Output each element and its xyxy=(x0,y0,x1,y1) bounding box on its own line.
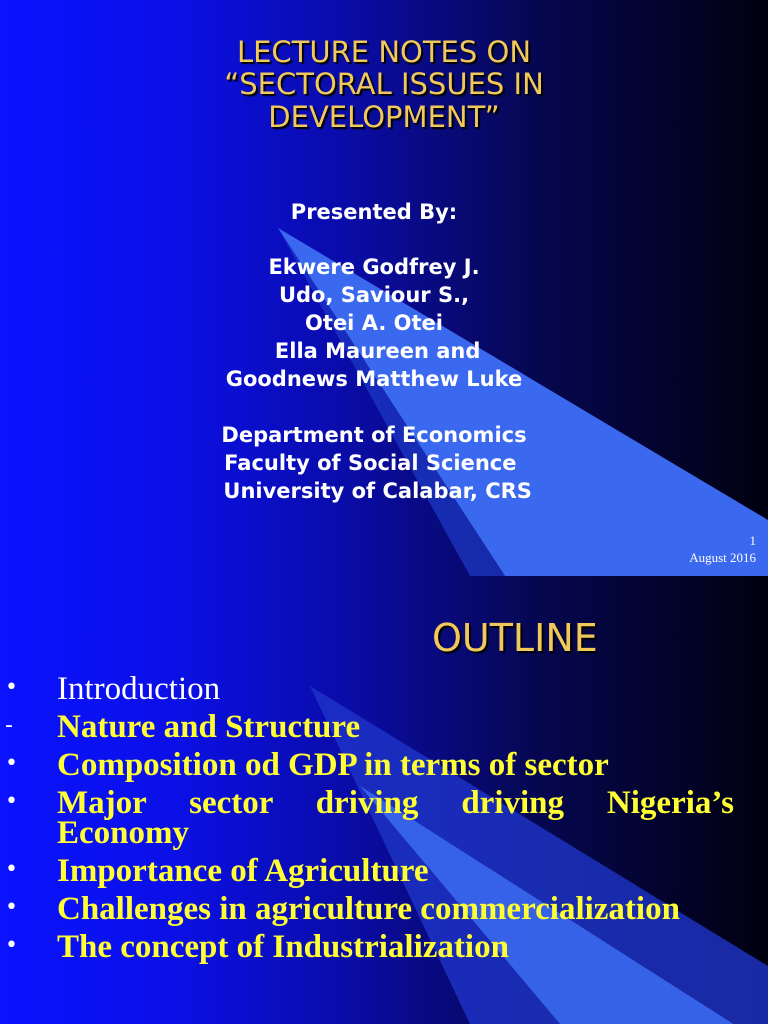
list-item xyxy=(0,747,768,783)
page-number: 1 xyxy=(749,533,756,548)
list-item xyxy=(0,853,768,889)
title-line-3: DEVELOPMENT” xyxy=(268,99,500,134)
list-item xyxy=(0,785,768,851)
list-item xyxy=(0,709,768,745)
outline-heading: OUTLINE xyxy=(432,616,598,660)
presented-by-label: Presented By: xyxy=(290,200,458,224)
list-item xyxy=(0,891,768,927)
bullet-icon: • xyxy=(5,857,18,882)
slide-footer xyxy=(689,532,756,566)
bullet-icon: • xyxy=(5,933,18,958)
bullet-icon: • xyxy=(5,789,18,814)
department-info: Department of Economics Faculty of Social Science University of Calabar, CRS xyxy=(221,423,532,503)
outline-item-text: Nature and Structure xyxy=(57,709,361,745)
outline-item-text: Introduction xyxy=(57,671,221,707)
bullet-icon: • xyxy=(5,751,18,776)
author-list: Ekwere Godfrey J. Udo, Saviour S., Otei A. Otei Ella Maureen and Goodnews Matthew Luke xyxy=(225,255,523,391)
bullet-icon: • xyxy=(5,895,18,920)
list-item xyxy=(0,929,768,965)
title-line-2: “SECTORAL ISSUES IN xyxy=(224,67,544,102)
outline-item-text: Importance of Agriculture xyxy=(57,853,429,889)
title-line-1: LECTURE NOTES ON xyxy=(236,35,532,69)
outline-list xyxy=(0,671,768,970)
outline-slide xyxy=(0,576,768,1024)
outline-item-text: The concept of Industrialization xyxy=(57,929,509,965)
list-item xyxy=(0,671,768,707)
slide-date: August 2016 xyxy=(689,550,756,565)
dash-icon: - xyxy=(5,713,13,738)
slide-title xyxy=(0,36,768,133)
outline-item-text: Major sector driving driving Nigeria’s Economy xyxy=(57,785,734,851)
outline-item-text: Challenges in agriculture commercialization xyxy=(57,891,680,927)
outline-item-text: Composition od GDP in terms of sector xyxy=(57,747,609,783)
bullet-icon: • xyxy=(5,675,18,700)
